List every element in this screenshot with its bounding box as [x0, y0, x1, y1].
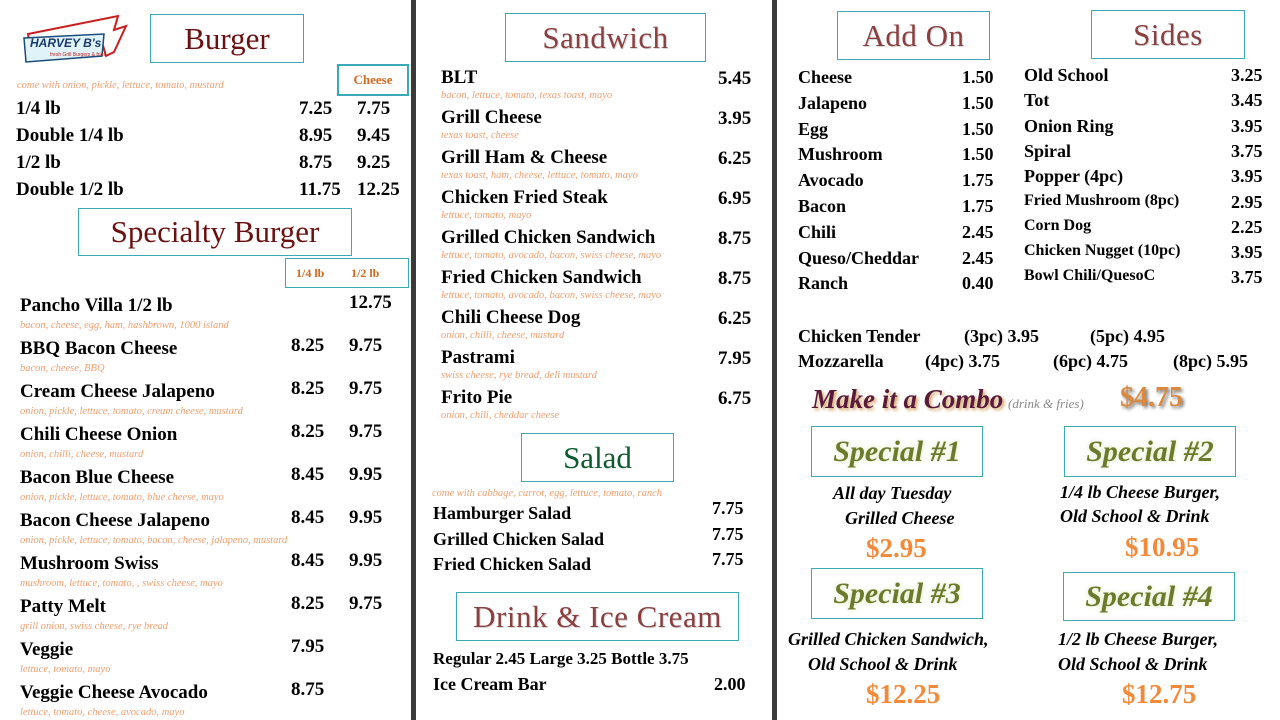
addon-item-name: Chili	[798, 221, 837, 242]
salad-note: come with cabbage, carrot, egg, lettuce, tomato, ranch	[432, 488, 662, 499]
specialty-item-price-quarter: 8.75	[291, 679, 325, 700]
special-4-line2: Old School & Drink	[1058, 654, 1208, 674]
specialty-item-price-half: 9.75	[349, 421, 383, 442]
specialty-item-price-quarter: 8.45	[291, 507, 325, 528]
chicken-tender-opt2: (5pc) 4.95	[1090, 326, 1165, 346]
sides-item-price: 2.95	[1231, 191, 1263, 212]
sandwich-item-name: Grilled Chicken Sandwich	[441, 227, 656, 248]
special-3-header	[811, 568, 983, 619]
addon-header	[837, 11, 990, 60]
chicken-tender-opt1: (3pc) 3.95	[964, 326, 1039, 346]
special-2-line1: 1/4 lb Cheese Burger,	[1060, 482, 1221, 502]
special-4-title: Special #4	[1085, 579, 1213, 613]
special-4-header	[1063, 572, 1235, 621]
specialty-title: Specialty Burger	[110, 214, 320, 249]
specialty-item-price-half: 9.75	[349, 378, 383, 399]
specialty-item-price-quarter: 8.25	[291, 593, 325, 614]
specialty-item-name: Chili Cheese Onion	[20, 424, 178, 445]
specialty-item-name: Pancho Villa 1/2 lb	[20, 295, 173, 316]
salad-item-price: 7.75	[712, 523, 744, 544]
combo-title: Make it a Combo	[812, 384, 1004, 414]
sides-item-name: Onion Ring	[1024, 115, 1114, 136]
sandwich-item-price: 6.95	[718, 188, 752, 209]
specialty-size-labels	[285, 258, 409, 288]
drink-title: Drink & Ice Cream	[473, 598, 722, 634]
special-1-header	[811, 426, 983, 477]
burger-item-cheese-price: 9.25	[357, 152, 391, 173]
sides-item-price: 2.25	[1231, 216, 1263, 237]
sandwich-title: Sandwich	[542, 19, 669, 55]
special-4-price: $12.75	[1122, 679, 1197, 709]
salad-item-name: Hamburger Salad	[433, 503, 572, 523]
burger-note: come with onion, pickle, lettuce, tomato, mustard	[17, 80, 224, 91]
specialty-item-price-quarter: 8.45	[291, 550, 325, 571]
specialty-item-price-half: 9.95	[349, 464, 383, 485]
specialty-item-desc: onion, pickle, lettuce, tomato, blue cheese, mayo	[20, 492, 224, 503]
sandwich-item-price: 6.25	[718, 308, 752, 329]
sides-item-name: Spiral	[1024, 140, 1072, 161]
addon-item-price: 1.50	[962, 144, 994, 165]
sides-item-price: 3.45	[1231, 90, 1263, 111]
sides-item-price: 3.95	[1231, 115, 1263, 136]
sides-header	[1091, 10, 1245, 59]
specialty-item-name: Bacon Cheese Jalapeno	[20, 510, 210, 531]
sandwich-item-name: BLT	[441, 67, 478, 88]
special-2-line2: Old School & Drink	[1060, 506, 1210, 526]
sides-title: Sides	[1133, 16, 1203, 52]
specialty-item-name: Veggie Cheese Avocado	[20, 682, 208, 703]
column-divider-right	[772, 0, 777, 720]
sides-item-name: Fried Mushroom (8pc)	[1024, 191, 1180, 209]
addon-item-name: Bacon	[798, 196, 847, 216]
special-3-line1: Grilled Chicken Sandwich,	[788, 629, 989, 649]
mozzarella-opt3: (8pc) 5.95	[1173, 351, 1248, 371]
addon-item-price: 1.75	[962, 170, 994, 191]
sides-item-name: Chicken Nugget (10pc)	[1024, 242, 1181, 260]
sandwich-item-desc: onion, chilli, cheese, mustard	[441, 330, 565, 341]
sandwich-item-price: 6.75	[718, 388, 752, 409]
sandwich-item-desc: bacon, lettuce, tomato, texas toast, mayo	[441, 90, 613, 101]
addon-item-name: Jalapeno	[798, 92, 868, 113]
specialty-item-name: Patty Melt	[20, 596, 106, 617]
salad-item-name: Grilled Chicken Salad	[433, 528, 605, 549]
sandwich-item-name: Chili Cheese Dog	[441, 307, 581, 328]
sandwich-item-desc: lettuce, tomato, avocado, bacon, swiss cheese, mayo	[441, 290, 662, 301]
burger-item-price: 11.75	[299, 179, 341, 200]
sandwich-item-name: Fried Chicken Sandwich	[441, 267, 642, 288]
specialty-item-desc: onion, pickle, lettuce, tomato, cream cheese, mustard	[20, 406, 243, 417]
addon-item-price: 2.45	[962, 221, 994, 242]
special-3-line2: Old School & Drink	[808, 654, 958, 674]
special-2-price: $10.95	[1125, 532, 1200, 562]
addon-item-name: Queso/Cheddar	[798, 247, 920, 268]
salad-title: Salad	[563, 439, 632, 475]
sandwich-item-name: Frito Pie	[441, 387, 513, 408]
addon-item-name: Egg	[798, 118, 829, 139]
specialty-item-price-quarter: 8.45	[291, 464, 325, 485]
specialty-header	[78, 208, 352, 256]
specialty-item-price-half: 9.75	[349, 593, 383, 614]
sandwich-item-desc: lettuce, tomato, avocado, bacon, swiss cheese, mayo	[441, 250, 662, 261]
sandwich-item-name: Grill Ham & Cheese	[441, 147, 608, 168]
sandwich-item-desc: lettuce, tomato, mayo	[441, 210, 532, 221]
sandwich-item-price: 6.25	[718, 148, 752, 169]
burger-item-name: Double 1/2 lb	[16, 179, 124, 200]
chicken-tender-label: Chicken Tender	[798, 326, 921, 346]
specialty-item-price-half: 9.75	[349, 335, 383, 356]
specialty-item-price-half: 12.75	[349, 292, 392, 313]
sides-item-price: 3.95	[1231, 166, 1263, 187]
sides-item-price: 3.95	[1231, 242, 1263, 263]
specialty-item-desc: onion, pickle, lettuce, tomato, bacon, cheese, jalapeno, mustard	[20, 535, 288, 546]
specialty-item-name: Cream Cheese Jalapeno	[20, 381, 215, 402]
sandwich-item-desc: texas toast, ham, cheese, lettuce, tomato, mayo	[441, 170, 638, 181]
sides-item-price: 3.25	[1231, 65, 1263, 85]
specialty-item-name: Mushroom Swiss	[20, 553, 159, 574]
special-1-price: $2.95	[866, 533, 927, 563]
sides-item-name: Popper (4pc)	[1024, 166, 1124, 187]
specialty-item-price-quarter: 8.25	[291, 335, 325, 356]
specialty-item-desc: lettuce, tomato, mayo	[20, 664, 111, 675]
sandwich-item-price: 5.45	[718, 68, 752, 89]
salad-item-price: 7.75	[712, 498, 744, 518]
specialty-item-price-quarter: 8.25	[291, 378, 325, 399]
sandwich-item-name: Pastrami	[441, 347, 515, 368]
addon-item-name: Cheese	[798, 67, 852, 87]
sandwich-item-desc: onion, chili, cheddar cheese	[441, 410, 560, 421]
specialty-item-price-quarter: 7.95	[291, 636, 325, 657]
size-label-half: 1/2 lb	[351, 266, 380, 280]
burger-item-price: 8.95	[299, 125, 333, 146]
burger-item-cheese-price: 7.75	[357, 98, 391, 119]
drink-sizes: Regular 2.45 Large 3.25 Bottle 3.75	[433, 649, 689, 668]
sandwich-item-price: 7.95	[718, 348, 752, 369]
special-2-title: Special #2	[1086, 434, 1214, 468]
combo-price: $4.75	[1120, 382, 1183, 413]
specialty-item-name: BBQ Bacon Cheese	[20, 338, 178, 359]
addon-item-price: 0.40	[962, 273, 994, 294]
special-1-line2: Grilled Cheese	[845, 508, 955, 528]
sides-item-name: Bowl Chili/QuesoC	[1024, 267, 1156, 285]
ice-cream-name: Ice Cream Bar	[433, 674, 547, 694]
sandwich-item-price: 8.75	[718, 268, 752, 289]
mozzarella-opt2: (6pc) 4.75	[1053, 351, 1128, 371]
sides-item-name: Old School	[1024, 65, 1109, 85]
specialty-item-price-half: 9.95	[349, 507, 383, 528]
special-3-price: $12.25	[866, 679, 941, 709]
burger-item-price: 7.25	[299, 98, 333, 119]
burger-header	[150, 14, 304, 63]
logo-brand: HARVEY B's	[30, 36, 102, 50]
sides-item-price: 3.75	[1231, 140, 1263, 161]
special-2-header	[1064, 426, 1236, 477]
cheese-column-label	[337, 64, 409, 96]
sides-item-name: Tot	[1024, 90, 1050, 111]
sides-item-price: 3.75	[1231, 267, 1263, 288]
sandwich-item-desc: texas toast, cheese	[441, 130, 519, 141]
specialty-item-name: Bacon Blue Cheese	[20, 467, 175, 488]
mozzarella-opt1: (4pc) 3.75	[925, 351, 1000, 371]
burger-item-name: Double 1/4 lb	[16, 125, 124, 146]
burger-item-name: 1/2 lb	[16, 152, 61, 173]
cheese-label-text: Cheese	[353, 72, 393, 87]
burger-item-name: 1/4 lb	[16, 98, 61, 119]
salad-item-name: Fried Chicken Salad	[433, 554, 592, 574]
addon-item-price: 1.75	[962, 196, 994, 216]
burger-item-cheese-price: 12.25	[357, 179, 400, 200]
specialty-item-price-quarter: 8.25	[291, 421, 325, 442]
burger-item-cheese-price: 9.45	[357, 125, 391, 146]
sandwich-item-name: Chicken Fried Steak	[441, 187, 608, 208]
sandwich-item-desc: swiss cheese, rye bread, deli mustard	[441, 370, 597, 381]
addon-title: Add On	[862, 17, 965, 53]
mozzarella-label: Mozzarella	[798, 351, 884, 371]
specialty-item-desc: bacon, cheese, egg, ham, hashbrown, 1000 island	[20, 320, 229, 331]
specialty-item-desc: onion, chilli, cheese, mustard	[20, 449, 144, 460]
size-label-quarter: 1/4 lb	[296, 266, 325, 280]
specialty-item-desc: bacon, cheese, BBQ	[20, 363, 105, 374]
addon-item-name: Mushroom	[798, 144, 883, 165]
addon-item-price: 1.50	[962, 92, 994, 113]
harvey-b-logo	[18, 12, 130, 68]
drink-header	[456, 592, 739, 641]
specialty-item-name: Veggie	[20, 639, 74, 660]
logo-tagline: fresh Grill Burgers & fries	[50, 52, 106, 58]
salad-header	[521, 433, 674, 482]
addon-item-name: Ranch	[798, 273, 849, 294]
specialty-item-desc: mushroom, lettuce, tomato, , swiss cheese, mayo	[20, 578, 223, 589]
special-1-title: Special #1	[833, 434, 961, 468]
sandwich-header	[505, 13, 706, 62]
ice-cream-price: 2.00	[714, 674, 746, 694]
addon-item-price: 1.50	[962, 67, 994, 87]
specialty-item-price-half: 9.95	[349, 550, 383, 571]
addon-item-price: 1.50	[962, 118, 994, 139]
special-3-title: Special #3	[833, 576, 961, 610]
sandwich-item-name: Grill Cheese	[441, 107, 542, 128]
sides-item-name: Corn Dog	[1024, 216, 1092, 234]
burger-item-price: 8.75	[299, 152, 333, 173]
specialty-item-desc: lettuce, tomato, cheese, avocado, mayo	[20, 707, 185, 718]
special-4-line1: 1/2 lb Cheese Burger,	[1058, 629, 1219, 649]
sandwich-item-price: 3.95	[718, 108, 752, 129]
special-1-line1: All day Tuesday	[833, 483, 952, 503]
addon-item-name: Avocado	[798, 170, 864, 191]
combo-subtitle: (drink & fries)	[1008, 396, 1084, 411]
specialty-item-desc: grill onion, swiss cheese, rye bread	[20, 621, 169, 632]
salad-item-price: 7.75	[712, 549, 744, 569]
sandwich-item-price: 8.75	[718, 228, 752, 249]
addon-item-price: 2.45	[962, 247, 994, 268]
burger-title: Burger	[184, 20, 270, 56]
column-divider-left	[411, 0, 416, 720]
